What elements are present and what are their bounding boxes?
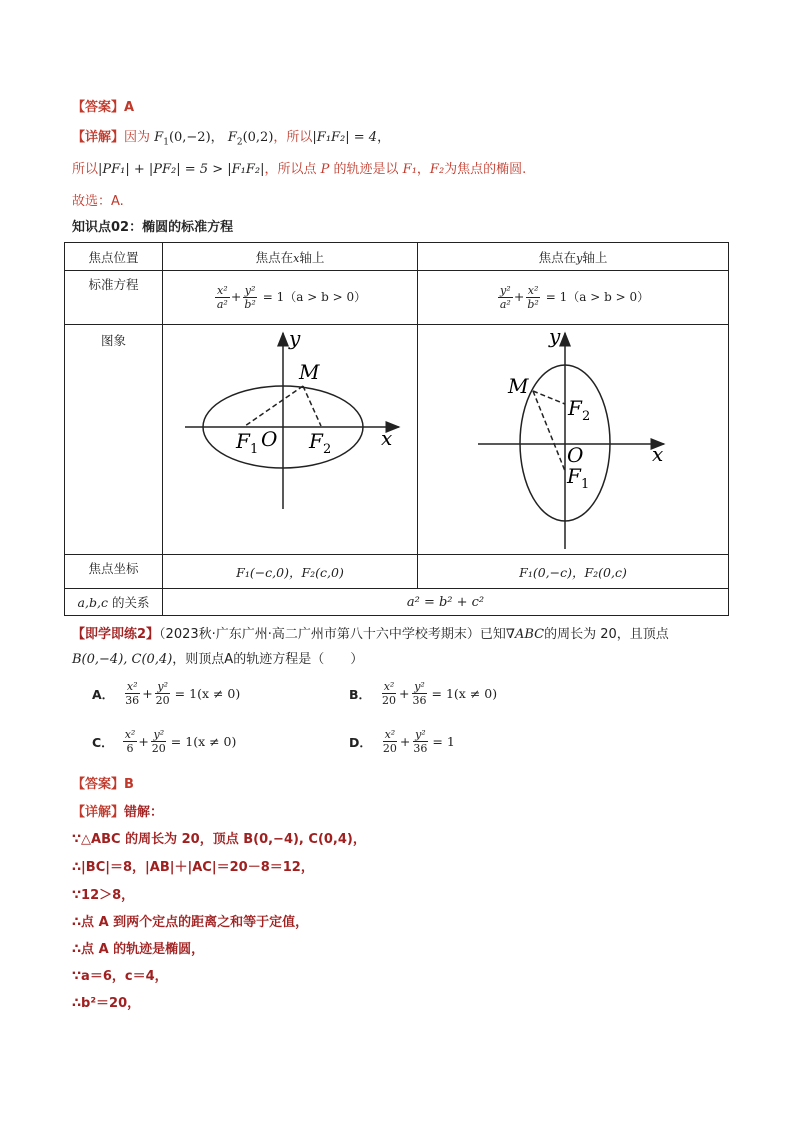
answer-line-2: 【答案】B [72,777,134,792]
option-d[interactable]: D． $\frac{\text{x²}}{20}$ + $\frac{\text{y²}}{36}$ = 1 [349,728,455,755]
label-o: O [567,443,584,467]
table-row [65,325,729,555]
answer-tag: 【答案】 [72,100,125,115]
foci-x: F₁(−c,0)，F₂(c,0) [163,555,418,589]
label-f1: F [567,464,581,488]
label-f1: F [236,429,250,453]
label-relation: a,b,c 的关系 [65,589,163,616]
detail-line-1: 【详解】因为 $F_1(0,-2)$， $F_2(0,2)$，所以|F₁F₂| = 4， [72,130,391,148]
foci-y: F₁(0,−c)，F₂(0,c) [418,555,729,589]
question-2-line-2: B(0,−4), C(0,4)，则顶点A的轨迹方程是（ ） [72,652,364,667]
label-f2: F [309,429,323,453]
solution-step: ∴|BC|＝8，|AB|＋|AC|＝20－8＝12， [72,860,314,875]
equation-x-focus: $\frac{\text{x²}}{\text{a²}}$ + $\frac{\text{y²}}{\text{b²}}$ = 1（a > b > 0） [163,271,418,325]
section-title: 知识点02：椭圆的标准方程 [72,220,234,235]
svg-text:1: 1 [250,442,259,457]
solution-step: ∵a＝6，c＝4， [72,969,168,984]
label-o: O [261,427,278,451]
label-m: M [508,374,529,398]
solution-step: ∴点 A 的轨迹是椭圆， [72,942,205,957]
header-position: 焦点位置 [65,243,163,271]
detail-tag: 【详解】 [72,130,125,145]
table-row [65,271,729,325]
label-y: y [289,326,301,350]
detail-line-2: 所以|PF₁| + |PF₂| = 5 > |F₁F₂|，所以点 P 的轨迹是以 F₁，F₂为焦点的椭圆. [72,162,527,177]
label-y: y [549,325,561,348]
ellipse-y-focus-graph [418,325,728,554]
relation-value: a² = b² + c² [163,589,729,616]
answer-line-1 [72,96,134,115]
label-standard-equation: 标准方程 [65,271,163,325]
label-graph: 图象 [65,325,163,555]
label-x: x [381,426,393,450]
option-b[interactable]: B． $\frac{\text{x²}}{20}$ + $\frac{\text{y²}}{36}$ = 1(x ≠ 0) [349,680,498,707]
ellipse-x-focus-graph [163,325,417,554]
practice-tag: 【即学即练2】 [72,627,160,642]
table-row [65,555,729,589]
ellipse-table [64,242,729,616]
label-f2: F [568,396,582,420]
dashed-mf2 [303,386,321,426]
option-a[interactable]: A． $\frac{\text{x²}}{36}$ + $\frac{\text{y²}}{20}$ = 1(x ≠ 0) [92,680,241,707]
detail-line-3: 【详解】错解： [72,805,164,820]
label-m: M [299,360,320,384]
graph-x-focus-cell [163,325,418,555]
question-2-line-1: 【即学即练2】（2023秋·广东广州·高二广州市第八十六中学校考期末）已知∇ABC的周长为 20，且顶点 [72,627,669,642]
label-foci: 焦点坐标 [65,555,163,589]
dashed-mf1 [245,386,303,426]
svg-text:2: 2 [323,442,332,457]
solution-step: ∵12＞8， [72,888,135,903]
svg-text:2: 2 [582,409,591,424]
solution-step: ∴点 A 到两个定点的距离之和等于定值， [72,915,309,930]
header-x-axis: 焦点在x轴上 [163,243,418,271]
table-row [65,243,729,271]
svg-text:1: 1 [581,477,590,492]
label-x: x [652,442,664,466]
choose-line-1: 故选：A. [72,194,124,209]
solution-step: ∵△ABC 的周长为 20，顶点 B(0,−4), C(0,4)， [72,832,366,847]
solution-step: ∴b²＝20， [72,996,141,1011]
graph-y-focus-cell [418,325,729,555]
option-c[interactable]: C． $\frac{\text{x²}}{6}$ + $\frac{\text{y²}}{20}$ = 1(x ≠ 0) [92,728,237,755]
answer-value: A [124,100,135,115]
table-row [65,589,729,616]
header-y-axis: 焦点在y轴上 [418,243,729,271]
dashed-mf1 [533,391,565,471]
equation-y-focus: $\frac{\text{y²}}{\text{a²}}$ + $\frac{\text{x²}}{\text{b²}}$ = 1（a > b > 0） [418,271,729,325]
